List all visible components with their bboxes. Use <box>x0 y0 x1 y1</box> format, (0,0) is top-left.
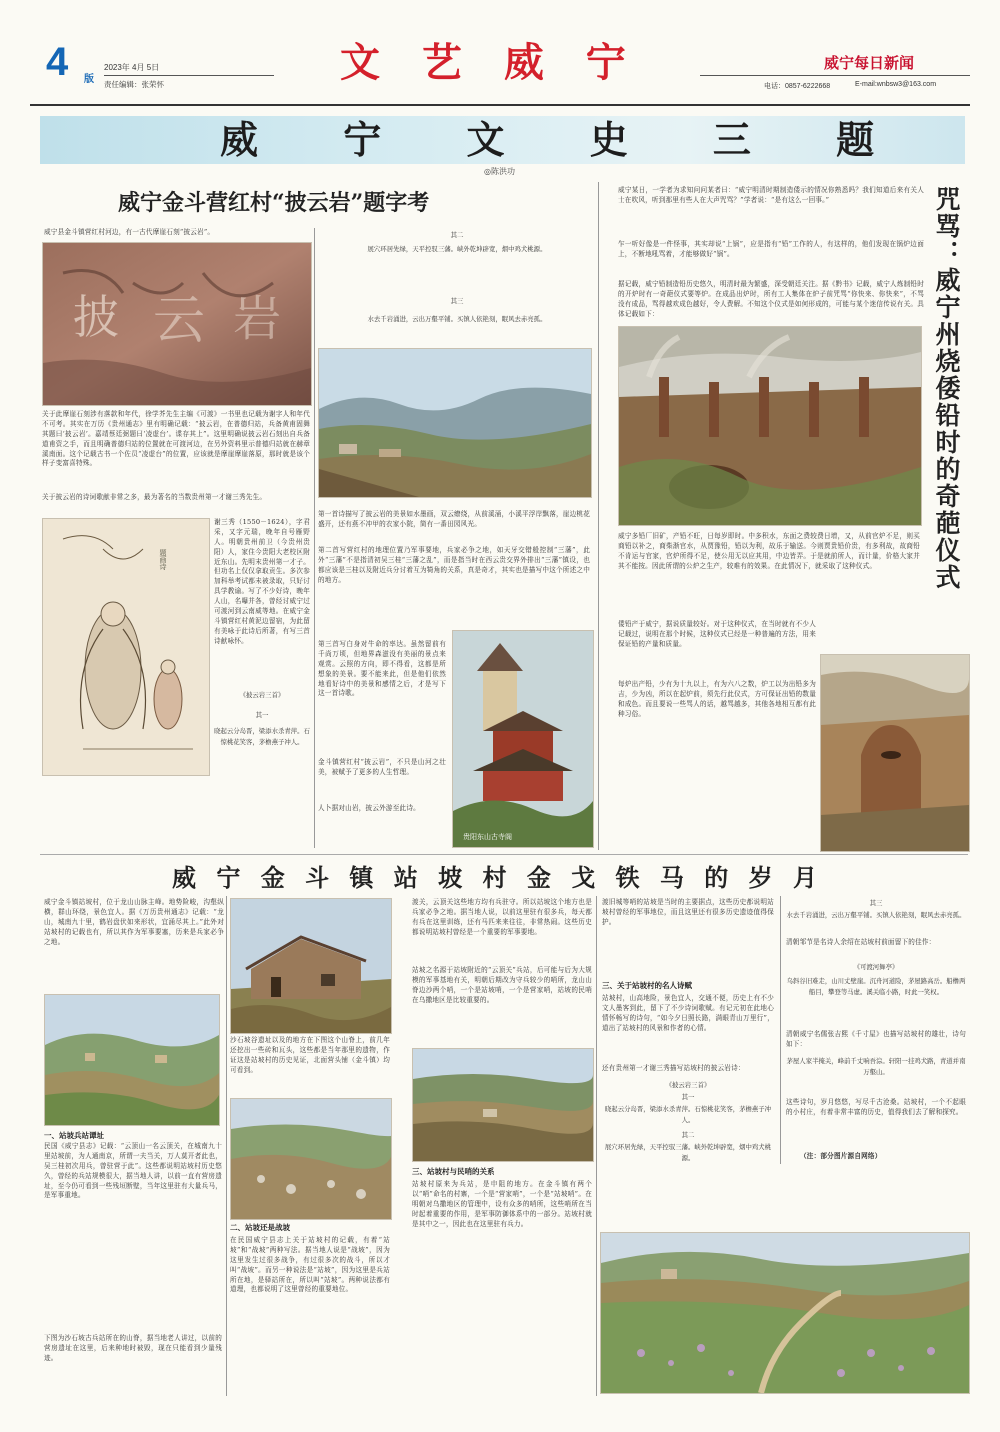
hillside-path-photo <box>600 1232 970 1394</box>
article3-divider-1 <box>226 896 227 1396</box>
article3-note2: 清朝威宁名儒张吉熙《千寸屋》也描写站坡村的雄壮，诗句如下： <box>786 1030 966 1048</box>
banner <box>40 116 965 164</box>
stone-inscription-photo <box>42 242 312 406</box>
masthead-bottom-rule <box>30 104 970 106</box>
valley-landscape-photo <box>318 348 592 498</box>
rocky-field-photo <box>230 1098 392 1220</box>
article3-caption1: 沙石坡谷遗址以及的地方在下图这个山脊上，前几年还挖出一些砖和瓦头，这些都是当年那里的遗物，作证这是站坡村的历史见证，北面营头铺（金斗镇）均可看到。 <box>230 1036 390 1074</box>
article3-credit: （注：部分图片源自网络） <box>800 1152 882 1160</box>
article3-section3-title: 三、站坡村与民哨的关系 <box>412 1167 495 1176</box>
article2-para2: 乍一听好像是一件怪事，其实却说“上锅”，应是指有“铅”工作的人，有这样的，他们发现在锅炉边面上，不断地吼骂着，才能够做好“锅”。 <box>618 240 924 258</box>
article3-section1-title: 一、站坡兵站谭址 <box>44 1131 104 1140</box>
article3-section4-title: 三、关于站坡村的名人诗赋 <box>602 981 692 990</box>
article1-analysis2: 第二首写营红村的地理位置乃军事要地，兵家必争之地，如天牙交错般控制“三藩”，此外“三藩”不是指清初吴三桂“三藩之乱”，而是指当时在西云贵交界外排出“三藩”镇设，也都应该是三桂以及附近兵分讨着互为犄角的关系，真是奇才，其实也是描写中这个所述之中的地方。 <box>318 546 590 584</box>
section-title: 文 艺 威 宁 <box>340 39 640 86</box>
article3-section2: 在民国威宁县志上关于站坡村的记载，有着“站坡”和“战坡”两种写法。据当地人说是“战坡”，因为这里发生过很多战争，有过很多次的战斗，所以才叫“战坡”。而另一种说法是“站坡”，因为这里是兵站所在地，是驿站所在，所以叫“站坡”。两种说法都有道理，也都说明了这里曾经的重要地位。 <box>230 1236 390 1294</box>
article3-section4: 站坡村，山高地险，景色宜人，交通不便，历史上有不少文人墨客到此，留下了不少诗词歌赋。有记元初在此地心情怀畅写的诗句，“如今夕日照长路，满眼青山万里行”，道出了站坡村的风景和作者的心情。 <box>602 994 774 1032</box>
article3-poems2-2: 展穴环居先绿，天平控驭三藩。峡外乾坤辟宽，烟中鸡犬桃源。 <box>604 1143 772 1162</box>
article1-poem3: 水去千岩涌进，云出万壑平铺。买镇人依艳刻，眠风去赤亮孤。 <box>367 315 547 323</box>
article3-poems2-1-title: 其一 <box>681 1093 695 1101</box>
article1-analysis5: 金斗镇营红村“披云岩”，不只是山河之壮美，被赋予了更多的人生哲理。 <box>318 758 446 776</box>
article-divider <box>598 182 599 850</box>
article1-para2: 关于披云岩的诗词歌献非常之多，最为著名的当数贵州第一才谢三秀先生。 <box>42 493 267 501</box>
article2-title-text: 咒骂：威宁州烧倭铅时的奇葩仪式 <box>932 186 961 591</box>
article3-middle-col: 渡关，云顶关这些地方均有兵驻守。所以站坡这个地方也是兵家必争之地。据当地人说，以前这里驻有很多兵，每天都有兵在这里训练，还有马匹来来往往，非常热闹。这些历史都说明站坡村曾经是一个重要的军事要地。 <box>412 898 592 936</box>
stone-hut-photo <box>230 898 392 1034</box>
article3-top-rule <box>40 854 968 855</box>
article3-poems2-1: 晓起云分岛晋，梁添水杀青萍。石惊桃花笑客，茅檐燕子冲人。 <box>604 1105 772 1124</box>
article1-bio: 谢三秀（1550－1624），字君采，又字元瑞，晚年自号雁野人。明朝贵州前卫（今贵州贵阳）人，家住今贵阳大老校区附近东山。先明末贵州第一才子。但功名上仅仅拿取贡生。多次参加科举考试都未被录取，只好讨具学教谕。写了不少好诗，晚年人山，名曝并各，曾经讨威宁过可渡河到云南威等地。在威宁金斗镇营红村黄泥边留宿，为此留有美咏于此诗后所著，有写三首诗献咏怀。 <box>214 518 310 645</box>
article3-poems2-title: 《披云岩三首》 <box>665 1081 711 1089</box>
article2-para6: 每炉出产铅，少有为十九以上，有为六八之数，炉工以为出铅多为吉，少为凶，所以在起炉前，须先行此仪式，方可保证出铅的数量和成色。而且要说一些骂人的话，越骂越多，其他各地相互都有此种习俗。 <box>618 680 816 718</box>
village-hill-photo <box>44 994 220 1126</box>
article1-title: 威宁金斗营红村“披云岩”题字考 <box>118 190 430 216</box>
article3-section1: 民国《威宁县志》记载：“云顶山一名云顶关，在城南九十里站坡前，为人通南京，所谓一夫当关，万人莫开者此也，吴三桂初次用兵，曾驻营于此”。这些都说明站坡村历史悠久，曾经的兵站规模很大，据当地人讲，以前一直有营房遗址，至今仍可看到一些残垣断壁，当年这里驻有大量兵马，是军事重地。 <box>44 1142 222 1200</box>
article2-title <box>930 186 966 656</box>
painting-photo <box>42 518 210 776</box>
article1-poem1-title: 其一 <box>255 711 269 719</box>
article3-poem-title2: 《可渡河舞亭》 <box>853 963 899 971</box>
editor-credit: 责任编辑：张荣怀 <box>104 80 164 89</box>
article3-divider-3 <box>780 896 781 1164</box>
svg-text:题画诗: 题画诗 <box>159 549 167 570</box>
svg-text:贵阳东山古寺阁: 贵阳东山古寺阁 <box>463 833 512 841</box>
article3-poems2-3: 水去千岩涌进，云出万壑平铺。买镇人依艳刻，眠风去赤亮孤。 <box>786 911 966 919</box>
kiln-ruins-photo <box>820 654 970 852</box>
article1-analysis4: 人卜据对山岩，披云外游至此诗。 <box>318 804 420 812</box>
article1-poem2: 展穴环居先绿，天平控驭三藩。峡外乾坤辟宽，烟中鸡犬桃源。 <box>367 245 547 253</box>
masthead-right-rule <box>700 75 970 76</box>
phone: 电话：0857-6222668 <box>764 83 831 90</box>
article1-poem2-title: 其二 <box>450 231 464 239</box>
email: E-mail:wnbsw3@163.com <box>855 81 937 88</box>
article3-section1b: 下图为沙石坡古兵站所在的山脊，据当地老人讲过，以前的营房遗址在这里，后来种地时被毁，现在只能看到少量残迹。 <box>44 1334 222 1362</box>
article1-analysis1: 第一首诗描写了披云岩的美景如水墨画，双云缭绕，从前溪涌，小溪平浮岸飘落，崖边桃花盛开，还有燕不冲甲的衣家小院，简有一番田园风光。 <box>318 510 590 528</box>
furnace-ruins-photo <box>618 326 922 526</box>
article1-analysis3: 第三首写白身对牛命的率达。虽然留前有千尚万顷，但地界森滋没有美丽的景点来观赏。云照的方向，即不得看，这都是所想象的美景。要不能来此，但是他们依然地看好诗中的美景和感情之后，才是写下这一首诗歌。 <box>318 640 446 698</box>
article3-poem2: 乌斜谷旧难走，山川丈壁崖。沉舟河道险，茅屋路高岳。船橹两船目，攀登等马虚。溪关临小路，时此一笑权。 <box>786 977 966 996</box>
article3-closing: 这些诗句，岁月悠悠，写尽千古沧桑。站坡村，一个不起眼的小村庄，有着非常丰富的历史，值得我们去了解和探究。 <box>786 1098 966 1116</box>
pagoda-photo <box>452 630 594 848</box>
svg-text:岩: 岩 <box>233 291 282 347</box>
banner-title: 威 宁 文 史 三 题 <box>220 117 911 162</box>
article1-poem1: 晓起云分岛晋，梁添水杀青萍。石惊桃花笑客，茅檐燕子冲人。 <box>214 727 310 746</box>
svg-text:披: 披 <box>73 290 119 344</box>
article1-col-divider <box>314 228 315 848</box>
article2-para3: 据记载，威宁铅制造铅历史悠久，明清时最为繁盛，深受朝廷关注。据《黔书》记载，威宁人炼制铅时的开炉时有一奇葩仪式要等炉。在成品出炉时，所有工人集体在炉子前咒骂“你快来、你快来”，不骂没有成品，骂得越欢成色越好，令人费解。不知这个仪式是如何形成的，可能与某个迷信传说有关。具体记载如下： <box>618 280 924 318</box>
article2-para5: 倭铅产于威宁，据说质量较好。对于这种仪式，在当时就有不少人记载过，说明在那个时候，这种仪式已经是一种普遍的方法，用来保证铅的产量和质量。 <box>618 620 816 648</box>
article3-section3: 站坡村原来为兵站，是申阻的地方。在金斗镇有两个以“哨”命名的村寨，一个是“营家哨”，一个是“站坡哨”。在明朝对乌撒地区的管理中，设有众多的哨所，这些哨所在当时起着重要的作用，是军事防御体系中的一部分。站坡村就是其中之一，因此也在这里驻有兵力。 <box>412 1180 592 1228</box>
article2-para4: 威宁多铅厂旧矿，产铅不旺，日每岁即时。中多积水，东面之费较费日增，又，从前官炉不足，则买商铅以补之，商柴渐官水，从贾豫铅，铅以为利，故乐于输送。今则贾贵铅价贵，有多利故，故商铅不肯运与官家，官炉所得不足，使公用无以应其用，中边皆弄。于是就前所人，而计量，价格大家并其不能按。因此所谓的公炉之生产，较难有的效果。在此情况下，就采取了这种仪式。 <box>618 532 920 570</box>
article3-middle-col2: 站坡之名源于站坡附近的“云顶关”兵站，后可能与后为大规模的军事基地有关，明朝后期改为守兵较少的哨所，龙山山脊边沙两个哨，一个是站坡哨，一个是营家哨，站坡的民哨在乌撒地区是比较重要的。 <box>412 966 592 1004</box>
article1-para1: 关于此摩崖石刻涉有落款和年代，徐学芥先生主编《可渡》一书里也记载为谢字人和年代不可考。其实在万历《贵州通志》里有明确记载：“披云岩，在普德归站，兵备黄甫固舞其题曰‘披云岩’。嘉靖蔡廷弼题曰‘凌虚台’。谍存其上”。这里明确说披云岩石刻出自兵备道甫资之手，而且明确普德归站的位置就在可渡河边，在另外资料里示普德归站就在赫章溪南面。这个记载古书一个佐员“凌虚台”的位置，应该就是摩崖摩崖落原，那时就是该个样子变富喜特殊。 <box>42 410 310 468</box>
article1-poem3-title: 其三 <box>450 297 464 305</box>
masthead-left-rule <box>104 75 274 76</box>
article2-para1: 威宁某日，一学者为求知问问某者曰：“威宁明清时期制造倭示的情况你熟悉吗？我们知道后来有关人士在吹风，听到那里有些人在大声咒骂？”学者说：“是有这么一回事。” <box>618 186 924 204</box>
banner-author: ◎陈洪功 <box>484 167 515 176</box>
article3-poems2-2-title: 其二 <box>681 1131 695 1139</box>
terraced-valley-photo <box>412 1048 594 1162</box>
article3-intro: 威宁金斗镇站坡村，位于龙山山脉主峰。地势险峻，沟壑纵横，群山环绕，景色宜人。据《万历贵州通志》记载：“龙山，城南九十里，鹤岩盘伏如来形状，宜涌尽其上。”此外对站坡村的记载也有，所以其作为军事要塞，历来是兵家必争之地。 <box>44 898 224 946</box>
masthead <box>0 0 1000 112</box>
article3-section2-title: 二、站坡还是战坡 <box>230 1223 290 1232</box>
page-number: 4 <box>46 40 69 84</box>
article1-poems-title: 《披云岩三首》 <box>239 691 285 699</box>
issue-date: 2023年 4月 5日 <box>104 63 160 72</box>
svg-text:云: 云 <box>153 291 206 351</box>
article3-poems2-3-title: 其三 <box>869 899 883 907</box>
article3-poem3: 茅屋人家半掩关，峰前千丈响吾淙。轩阳一挂鸡犬路，青道并南万壑山。 <box>786 1057 966 1076</box>
article3-title: 威 宁 金 斗 镇 站 坡 村 金 戈 铁 马 的 岁 月 <box>172 863 823 892</box>
article3-right-col1: 渡旧城等哨的站坡是当时的主要据点，这些历史都说明站坡村曾经的军事地位，而且这里还有很多历史遗迹值得保护。 <box>602 898 774 926</box>
article3-note1: 清朝邹节是名诗人余绍在站坡村前面留下的佳作： <box>786 938 936 946</box>
article3-section4b: 还有贵州第一才谢三秀描写站坡村的披云岩诗： <box>602 1064 745 1072</box>
article3-divider-2 <box>596 896 597 1396</box>
paper-name: 威宁每日新闻 <box>824 54 915 72</box>
article1-lead: 威宁县金斗镇营红村河边，有一古代摩崖石刻“披云岩”。 <box>44 228 215 236</box>
page-suffix: 版 <box>84 74 94 85</box>
